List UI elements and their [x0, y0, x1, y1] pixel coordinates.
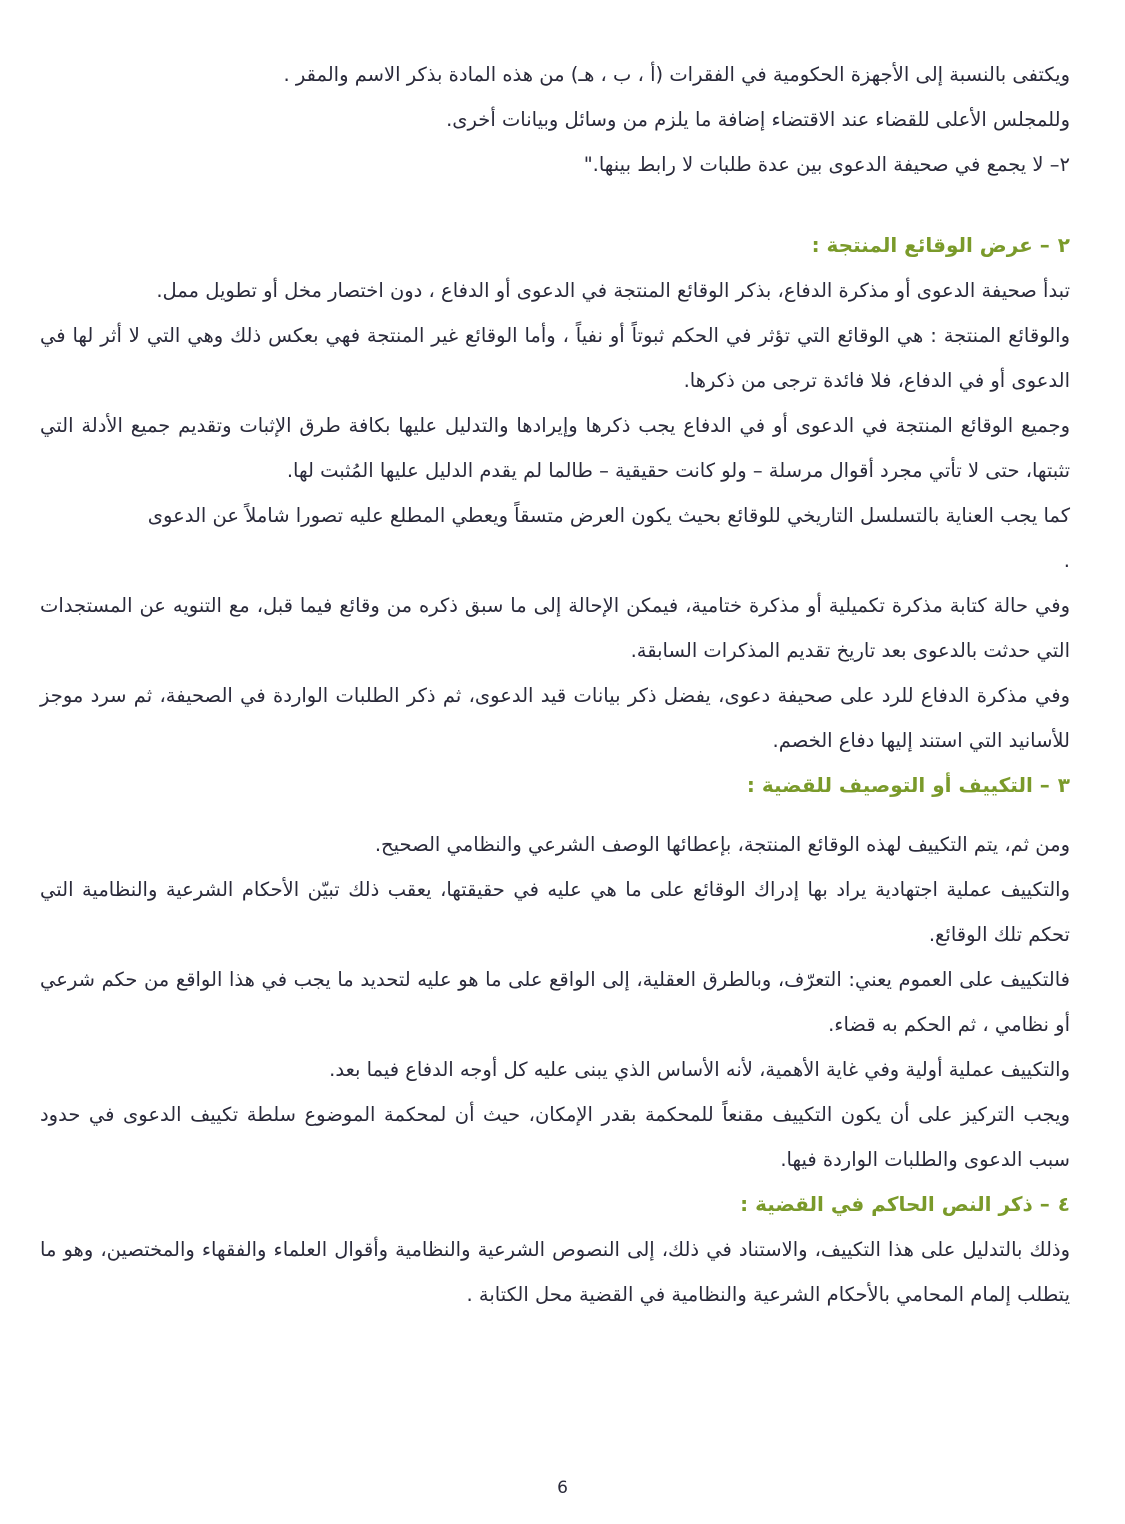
section-3-number: ٣ [1057, 773, 1070, 797]
intro-paragraph-1: ويكتفى بالنسبة إلى الأجهزة الحكومية في الفقرات (أ ، ب ، هـ) من هذه المادة بذكر الاسم والمقر . [283, 63, 1070, 86]
page-number: 6 [557, 1478, 568, 1498]
section-4-title: – ذكر النص الحاكم في القضية : [740, 1192, 1050, 1216]
section-4-heading [40, 1182, 1070, 1227]
section-3-paragraph-2: والتكييف عملية اجتهادية يراد بها إدراك الوقائع على ما هي عليه في حقيقتها، يعقب ذلك تبيّن الأحكام الشرعية والنظامية التي تحكم تلك الوقائع. [40, 878, 1070, 946]
section-3-heading [40, 763, 1070, 808]
intro-paragraph-2: وللمجلس الأعلى للقضاء عند الاقتضاء إضافة ما يلزم من وسائل وبيانات أخرى. [446, 108, 1070, 131]
section-2-paragraph-4-tail: . [1063, 549, 1070, 572]
section-2-title: – عرض الوقائع المنتجة : [811, 233, 1050, 257]
intro-paragraph-3: ٢– لا يجمع في صحيفة الدعوى بين عدة طلبات لا رابط بينها." [583, 153, 1070, 176]
section-2-paragraph-2: والوقائع المنتجة : هي الوقائع التي تؤثر في الحكم ثبوتاً أو نفياً ، وأما الوقائع غير المنتجة فهي بعكس ذلك وهي التي لا أثر لها في الدعوى أو في الدفاع، فلا فائدة ترجى من ذكرها. [40, 324, 1070, 392]
document-page [40, 52, 1070, 1317]
section-3-paragraph-5: ويجب التركيز على أن يكون التكييف مقنعاً للمحكمة بقدر الإمكان، حيث أن لمحكمة الموضوع سلطة تكييف الدعوى في حدود سبب الدعوى والطلبات الواردة فيها. [40, 1103, 1070, 1171]
section-2-number: ٢ [1057, 233, 1070, 257]
section-3-paragraph-4: والتكييف عملية أولية وفي غاية الأهمية، لأنه الأساس الذي يبنى عليه كل أوجه الدفاع فيما بعد. [329, 1058, 1070, 1081]
section-2-paragraph-4: كما يجب العناية بالتسلسل التاريخي للوقائع بحيث يكون العرض متسقاً ويعطي المطلع عليه تصورا شاملاً عن الدعوى [147, 504, 1070, 527]
section-2-heading [40, 223, 1070, 268]
spacer [40, 808, 1070, 822]
section-2-paragraph-5: وفي حالة كتابة مذكرة تكميلية أو مذكرة ختامية، فيمكن الإحالة إلى ما سبق ذكره من وقائع فيما قبل، مع التنويه عن المستجدات التي حدثت بالدعوى بعد تاريخ تقديم المذكرات السابقة. [40, 594, 1070, 662]
section-2-paragraph-3: وجميع الوقائع المنتجة في الدعوى أو في الدفاع يجب ذكرها وإيرادها والتدليل عليها بكافة طرق الإثبات وتقديم جميع الأدلة التي تثبتها، حتى لا تأتي مجرد أقوال مرسلة – ولو كانت حقيقية – طالما لم يقدم الدليل عليها المُثبت لها. [40, 414, 1070, 482]
section-2-paragraph-1: تبدأ صحيفة الدعوى أو مذكرة الدفاع، بذكر الوقائع المنتجة في الدعوى أو الدفاع ، دون اختصار مخل أو تطويل ممل. [156, 279, 1070, 302]
spacer [40, 187, 1070, 223]
section-4-paragraph-1: وذلك بالتدليل على هذا التكييف، والاستناد في ذلك، إلى النصوص الشرعية والنظامية وأقوال العلماء والفقهاء والمختصين، وهو ما يتطلب إلمام المحامي بالأحكام الشرعية والنظامية في القضية محل الكتابة . [40, 1238, 1070, 1306]
section-3-paragraph-3: فالتكييف على العموم يعني: التعرّف، وبالطرق العقلية، إلى الواقع على ما هو عليه لتحديد ما يجب في هذا الواقع من حكم شرعي أو نظامي ، ثم الحكم به قضاء. [40, 968, 1070, 1036]
section-3-paragraph-1: ومن ثم، يتم التكييف لهذه الوقائع المنتجة، بإعطائها الوصف الشرعي والنظامي الصحيح. [374, 833, 1070, 856]
section-4-number: ٤ [1057, 1192, 1070, 1216]
section-2-paragraph-6: وفي مذكرة الدفاع للرد على صحيفة دعوى، يفضل ذكر بيانات قيد الدعوى، ثم ذكر الطلبات الواردة في الصحيفة، ثم سرد موجز للأسانيد التي استند إليها دفاع الخصم. [40, 684, 1070, 752]
section-3-title: – التكييف أو التوصيف للقضية : [746, 773, 1050, 797]
